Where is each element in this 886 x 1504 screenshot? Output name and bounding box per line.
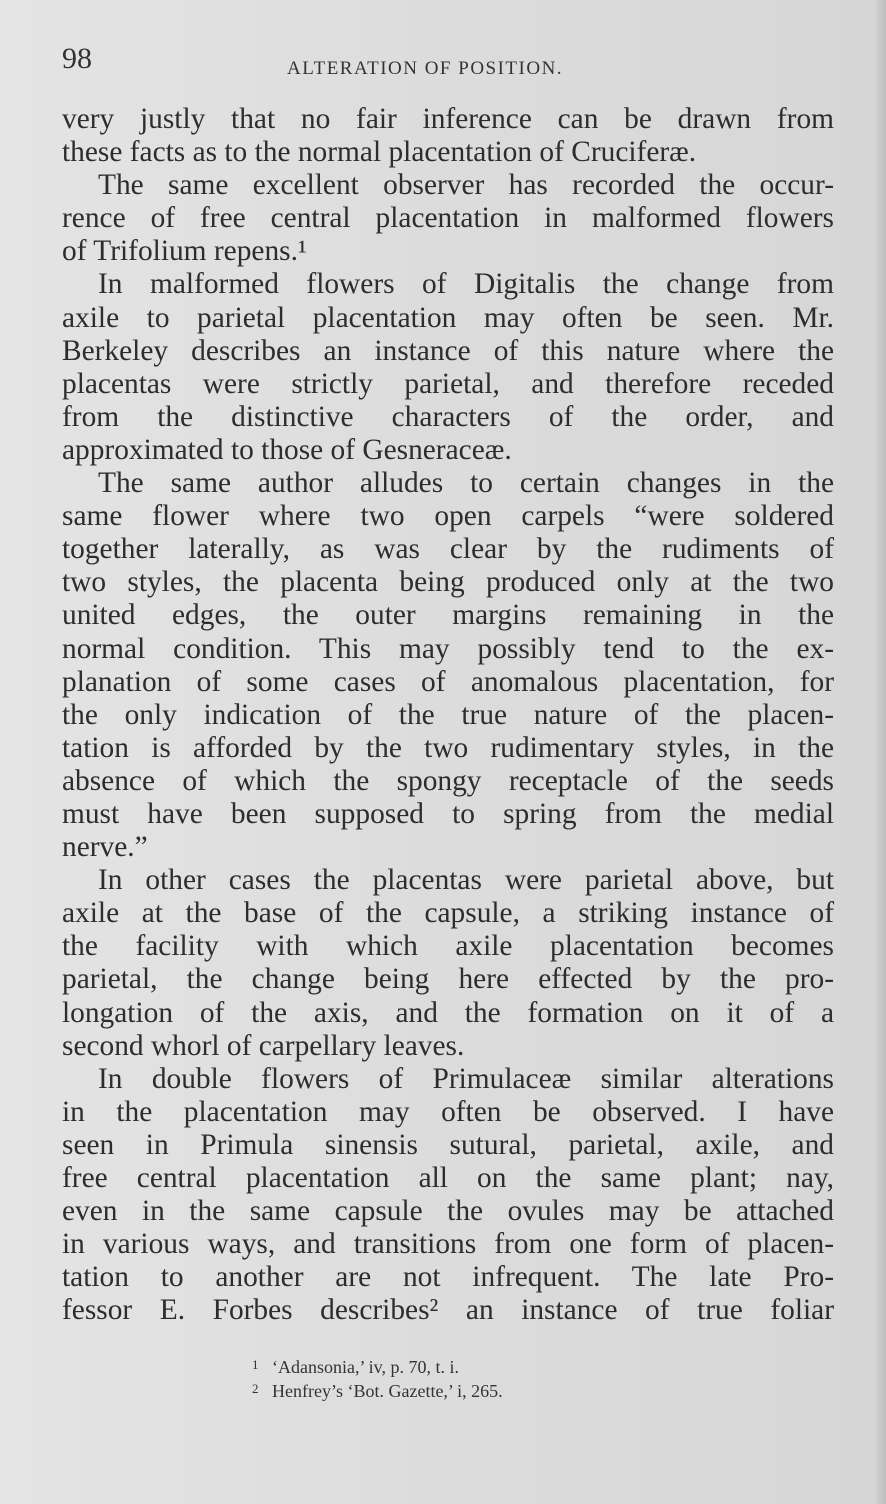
text-line: the only indication of the true nature of the placen-: [62, 698, 834, 731]
text-line: in various ways, and transitions from one form of placen-: [62, 1228, 834, 1261]
text-line: tation is afforded by the two rudimentary styles, in the: [62, 731, 834, 764]
footnote-mark: 1: [252, 1357, 259, 1372]
text-line: axile at the base of the capsule, a striking instance of: [62, 897, 834, 930]
footnote-mark: 2: [252, 1381, 259, 1396]
text-line: approximated to those of Gesneraceæ.: [62, 433, 512, 466]
text-line: In double flowers of Primulaceæ similar alterations: [98, 1062, 834, 1095]
text-line: longation of the axis, and the formation on it of a: [62, 996, 834, 1029]
text-line: Berkeley describes an instance of this nature where the: [62, 334, 834, 367]
footnote: [252, 1378, 752, 1402]
text-line: from the distinctive characters of the order, and: [62, 400, 834, 433]
text-line: The same excellent observer has recorded the occur-: [98, 169, 834, 202]
text-line: rence of free central placentation in malformed flowers: [62, 202, 834, 235]
text-line: placentas were strictly parietal, and therefore receded: [62, 367, 834, 400]
text-line: planation of some cases of anomalous placentation, for: [62, 665, 834, 698]
body-text: [62, 103, 834, 1327]
text-line: together laterally, as was clear by the rudiments of: [62, 533, 834, 566]
text-line: same flower where two open carpels “were soldered: [62, 500, 834, 533]
text-line: of Trifolium repens.¹: [62, 235, 307, 268]
footnote: [252, 1354, 752, 1378]
text-line: The same author alludes to certain changes in the: [98, 467, 834, 500]
text-line: parietal, the change being here effected by the pro-: [62, 963, 834, 996]
text-line: seen in Primula sinensis sutural, parietal, axile, and: [62, 1128, 834, 1161]
text-line: free central placentation all on the same plant; nay,: [62, 1162, 834, 1194]
text-line: two styles, the placenta being produced only at the two: [62, 566, 834, 599]
running-head: [62, 42, 832, 82]
text-line: second whorl of carpellary leaves.: [62, 1029, 465, 1062]
text-line: nerve.”: [62, 831, 148, 864]
text-line: In malformed flowers of Digitalis the change from: [98, 268, 834, 301]
page-edge-shadow: [874, 0, 886, 1504]
text-line: fessor E. Forbes describes² an instance of true foliar: [62, 1294, 834, 1327]
text-line: even in the same capsule the ovules may be attached: [62, 1195, 834, 1228]
footnote-text: ‘Adansonia,’ iv, p. 70, t. i.: [272, 1357, 459, 1377]
running-title: ALTERATION OF POSITION.: [287, 58, 564, 79]
footnotes: [252, 1354, 752, 1402]
text-line: normal condition. This may possibly tend to the ex-: [62, 632, 834, 665]
page-number: 98: [62, 42, 92, 75]
text-line: axile to parietal placentation may often be seen. Mr.: [62, 301, 834, 334]
text-line: very justly that no fair inference can be drawn from: [62, 103, 834, 135]
text-line: these facts as to the normal placentation of Cruciferæ.: [62, 136, 697, 169]
text-line: united edges, the outer margins remaining in the: [62, 599, 834, 632]
footnote-text: Henfrey’s ‘Bot. Gazette,’ i, 265.: [272, 1381, 503, 1401]
text-line: tation to another are not infrequent. The late Pro-: [62, 1261, 834, 1294]
text-line: absence of which the spongy receptacle of the seeds: [62, 764, 834, 797]
text-line: in the placentation may often be observed. I have: [62, 1095, 834, 1128]
text-line: the facility with which axile placentation becomes: [62, 930, 834, 963]
text-line: must have been supposed to spring from the medial: [62, 797, 834, 830]
text-line: In other cases the placentas were parietal above, but: [98, 864, 834, 897]
